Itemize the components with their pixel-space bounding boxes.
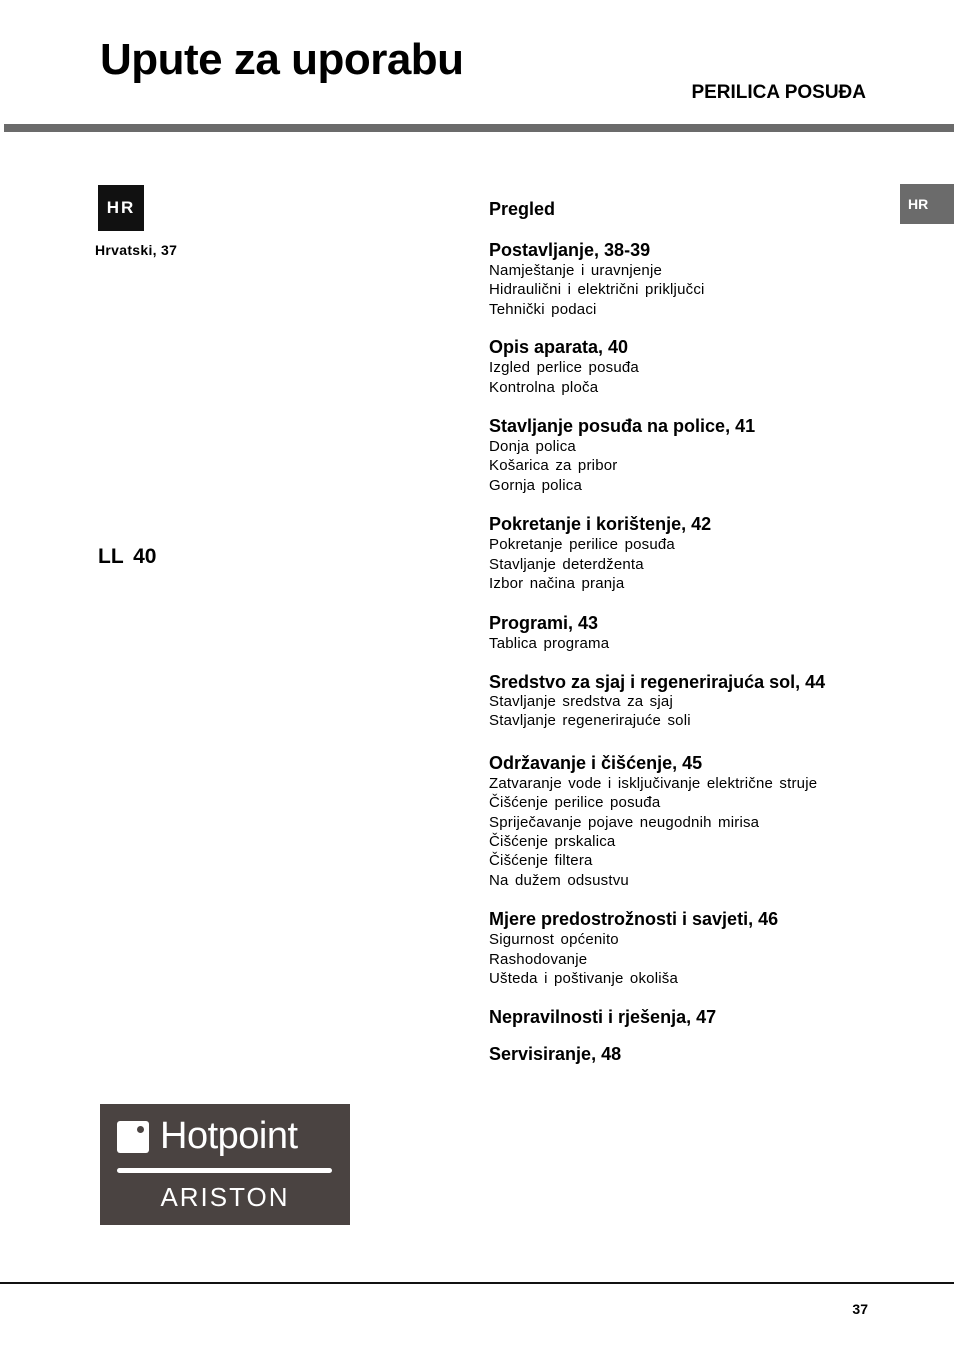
table-of-contents — [489, 180, 869, 1065]
header-divider — [4, 124, 954, 132]
toc-section — [489, 612, 869, 653]
toc-section — [489, 673, 869, 731]
language-caption: Hrvatski, 37 — [95, 242, 178, 258]
toc-heading: Opis aparata, 40 — [489, 337, 629, 358]
toc-section — [489, 908, 869, 988]
toc-section — [489, 336, 869, 397]
toc-subitem: Stavljanje sredstva za sjaj — [489, 692, 673, 710]
toc-section — [489, 198, 869, 220]
toc-subitem: Ušteda i poštivanje okoliša — [489, 969, 678, 987]
toc-subitem: Pokretanje perilice posuđa — [489, 536, 675, 554]
toc-subitem: Košarica za pribor — [489, 457, 618, 475]
toc-subitem: Tehnički podaci — [489, 300, 597, 318]
toc-heading: Održavanje i čišćenje, 45 — [489, 752, 703, 773]
footer-divider — [0, 1282, 954, 1284]
toc-subitem: Namještanje i uravnjenje — [489, 262, 663, 279]
page-number: 37 — [852, 1301, 868, 1317]
toc-heading: Pregled — [489, 199, 556, 219]
toc-subitem: Rashodovanje — [489, 950, 588, 968]
brand-logo — [100, 1104, 350, 1225]
logo-brand-text: Hotpoint — [160, 1115, 298, 1157]
logo-divider — [117, 1168, 332, 1173]
toc-section — [489, 1006, 869, 1028]
toc-subitem: Čišćenje filtera — [489, 852, 593, 870]
toc-heading: Programi, 43 — [489, 613, 599, 634]
toc-subitem: Čišćenje prskalica — [489, 832, 616, 850]
toc-subitem: Hidraulični i električni priključci — [489, 281, 705, 299]
toc-subitem: Na dužem odsustvu — [489, 871, 629, 889]
toc-section — [489, 752, 869, 890]
toc-heading: Nepravilnosti i rješenja, 47 — [489, 1007, 717, 1028]
toc-subitem: Stavljanje deterdženta — [489, 555, 644, 573]
toc-heading: Pokretanje i korištenje, 42 — [489, 514, 712, 535]
toc-subitem: Izgled perlice posuđa — [489, 359, 639, 377]
product-type: PERILICA POSUĐA — [691, 82, 866, 103]
toc-subitem: Izbor načina pranja — [489, 575, 625, 593]
page-title: Upute za uporabu — [100, 35, 464, 84]
language-badge: HR — [98, 185, 144, 231]
toc-heading: Postavljanje, 38-39 — [489, 240, 651, 260]
toc-section — [489, 415, 869, 495]
toc-subitem: Čišćenje perilice posuđa — [489, 794, 661, 812]
toc-subitem: Donja polica — [489, 438, 576, 456]
model-name: LL 40 — [98, 545, 157, 568]
toc-subitem: Zatvaranje vode i isključivanje električne struje — [489, 774, 818, 792]
toc-section — [489, 1043, 869, 1065]
toc-section — [489, 513, 869, 593]
logo-square-icon — [117, 1121, 149, 1153]
toc-heading: Servisiranje, 48 — [489, 1044, 622, 1065]
toc-subitem: Kontrolna ploča — [489, 378, 599, 396]
toc-section — [489, 239, 869, 319]
toc-subitem: Spriječavanje pojave neugodnih mirisa — [489, 813, 760, 831]
toc-heading: Mjere predostrožnosti i savjeti, 46 — [489, 909, 779, 930]
toc-subitem: Stavljanje regenerirajuće soli — [489, 712, 691, 730]
logo-sub-text: ARISTON — [160, 1182, 290, 1212]
toc-heading: Sredstvo za sjaj i regenerirajuća sol, 44 — [489, 671, 826, 692]
toc-subitem: Sigurnost općenito — [489, 931, 619, 949]
toc-subitem: Gornja polica — [489, 476, 582, 494]
toc-subitem: Tablica programa — [489, 635, 610, 653]
language-side-tab: HR — [900, 184, 954, 224]
toc-heading: Stavljanje posuđa na police, 41 — [489, 416, 756, 437]
